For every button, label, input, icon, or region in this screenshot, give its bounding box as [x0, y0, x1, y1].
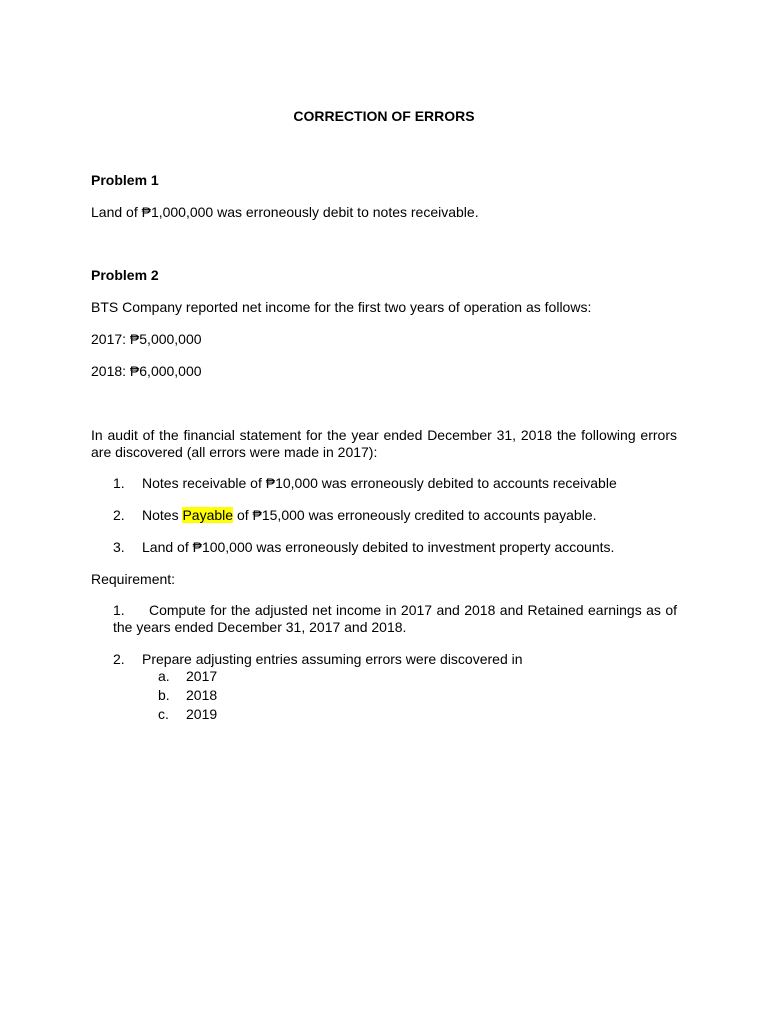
problem2-heading: Problem 2 [91, 267, 159, 283]
list-item [113, 475, 617, 492]
error-text-post: of ₱15,000 was erroneously credited to accounts payable. [233, 507, 597, 523]
requirement-text: Compute for the adjusted net income in 2017 and 2018 and Retained earnings as of the years ended December 31, 2017 and 2018. [113, 602, 677, 635]
list-number: 1. [113, 475, 125, 491]
audit-paragraph: In audit of the financial statement for the year ended December 31, 2018 the following errors are discovered (all errors were made in 2017): [91, 427, 677, 460]
document-title: CORRECTION OF ERRORS [293, 108, 475, 124]
list-number: 3. [113, 539, 125, 555]
error-text: Land of ₱100,000 was erroneously debited to investment property accounts. [142, 539, 615, 555]
list-item [113, 539, 614, 556]
requirement-text: Prepare adjusting entries assuming errors were discovered in [142, 651, 523, 667]
sub-text: 2018 [186, 687, 218, 703]
sub-letter: b. [158, 687, 170, 703]
problem1-text: Land of ₱1,000,000 was erroneously debit to notes receivable. [91, 204, 479, 220]
sub-text: 2017 [186, 668, 218, 684]
error-text-pre: Notes [142, 507, 183, 523]
sub-list-item [158, 706, 217, 723]
income-2018: 2018: ₱6,000,000 [91, 363, 202, 379]
sub-text: 2019 [186, 706, 218, 722]
list-item [113, 602, 677, 636]
sub-list-item [158, 668, 217, 685]
list-number: 2. [113, 651, 125, 667]
list-item [113, 651, 523, 668]
sub-letter: a. [158, 668, 170, 684]
problem1-heading: Problem 1 [91, 172, 159, 188]
highlighted-word: Payable [182, 507, 234, 523]
sub-letter: c. [158, 706, 169, 722]
requirement-label: Requirement: [91, 571, 176, 587]
list-item [113, 507, 597, 524]
problem2-intro: BTS Company reported net income for the first two years of operation as follows: [91, 299, 592, 315]
list-number: 1. [113, 602, 125, 618]
income-2017: 2017: ₱5,000,000 [91, 331, 202, 347]
list-number: 2. [113, 507, 125, 523]
error-text: Notes receivable of ₱10,000 was erroneously debited to accounts receivable [142, 475, 617, 491]
sub-list-item [158, 687, 217, 704]
